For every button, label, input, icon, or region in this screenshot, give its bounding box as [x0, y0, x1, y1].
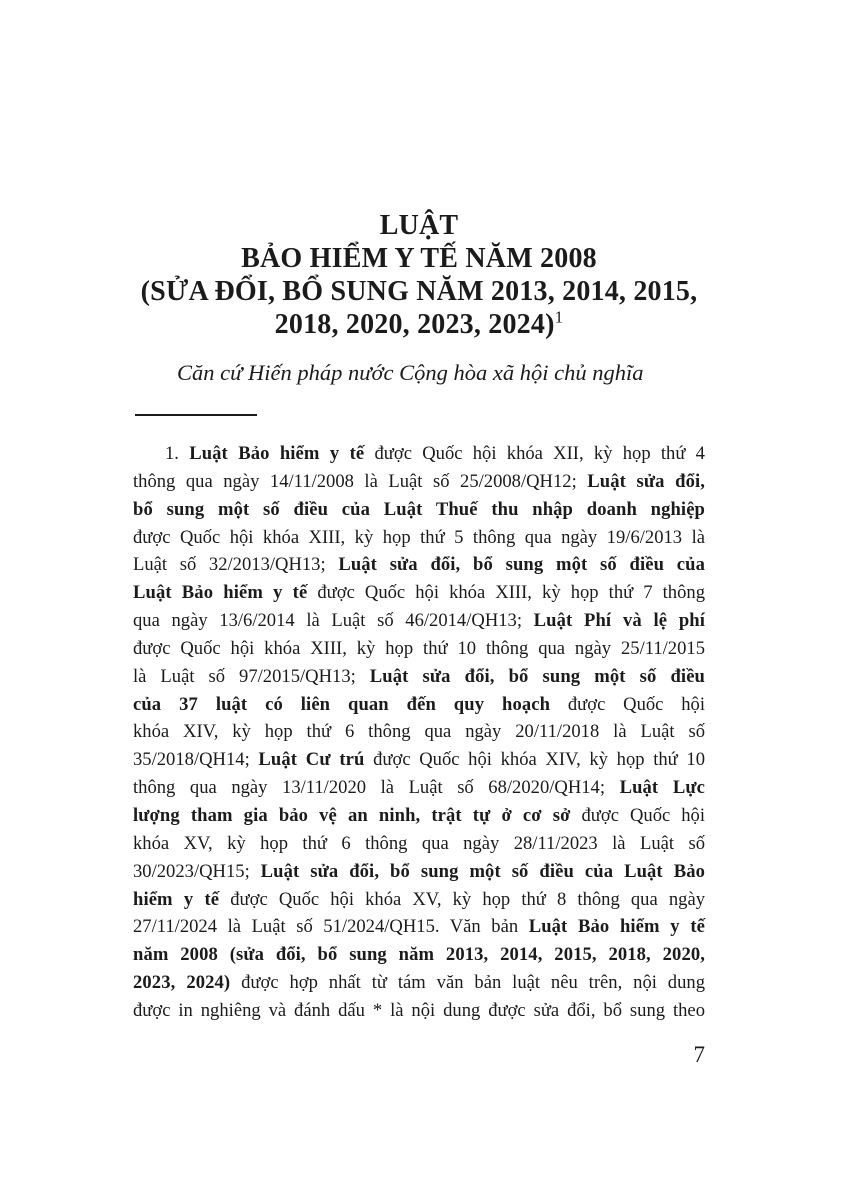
footnote-line: hiểm y tế được Quốc hội khóa XV, kỳ họp thứ 8 thông qua ngày	[133, 888, 705, 910]
footnote-line: Luật số 32/2013/QH13; Luật sửa đổi, bổ sung một số điều của	[133, 554, 705, 576]
preamble-text: Căn cứ Hiến pháp nước Cộng hòa xã hội chủ nghĩa	[177, 360, 644, 385]
footnote-reference: 1	[554, 307, 564, 327]
footnote-line: 1. Luật Bảo hiểm y tế được Quốc hội khóa XII, kỳ họp thứ 4	[165, 443, 705, 464]
footnote-line: 35/2018/QH14; Luật Cư trú được Quốc hội khóa XIV, kỳ họp thứ 10	[133, 749, 706, 771]
footnote-line: lượng tham gia bảo vệ an ninh, trật tự ở cơ sở được Quốc hội	[133, 804, 705, 826]
title-line-3: (SỬA ĐỔI, BỔ SUNG NĂM 2013, 2014, 2015,	[140, 276, 698, 307]
footnote-line: thông qua ngày 13/11/2020 là Luật số 68/2020/QH14; Luật Lực	[133, 777, 705, 799]
title-line-2: BẢO HIỂM Y TẾ NĂM 2008	[241, 243, 597, 274]
footnote-line: khóa XV, kỳ họp thứ 6 thông qua ngày 28/11/2023 là Luật số	[133, 832, 705, 854]
footnote-line: khóa XIV, kỳ họp thứ 6 thông qua ngày 20/11/2018 là Luật số	[133, 721, 705, 743]
footnote-line: được Quốc hội khóa XIII, kỳ họp thứ 5 thông qua ngày 19/6/2013 là	[133, 526, 705, 548]
title-line-1: LUẬT	[379, 210, 459, 241]
title-line-4-text: 2018, 2020, 2023, 2024)	[274, 309, 555, 340]
footnote-line: Luật Bảo hiểm y tế được Quốc hội khóa XIII, kỳ họp thứ 7 thông	[133, 582, 705, 604]
footnote-line: bổ sung một số điều của Luật Thuế thu nhập doanh nghiệp	[133, 498, 705, 520]
footnote-line: được Quốc hội khóa XIII, kỳ họp thứ 10 thông qua ngày 25/11/2015	[133, 637, 705, 659]
footnote-line: 2023, 2024) được hợp nhất từ tám văn bản luật nêu trên, nội dung	[133, 972, 705, 994]
document-title	[133, 209, 705, 341]
footnote-line: 27/11/2024 là Luật số 51/2024/QH15. Văn bản Luật Bảo hiểm y tế	[133, 916, 705, 938]
footnote-line: thông qua ngày 14/11/2008 là Luật số 25/2008/QH12; Luật sửa đổi,	[133, 470, 705, 492]
footnote-line: năm 2008 (sửa đổi, bổ sung năm 2013, 2014, 2015, 2018, 2020,	[133, 944, 705, 966]
footnote-text	[133, 440, 705, 1025]
footnote-line: 30/2023/QH15; Luật sửa đổi, bổ sung một số điều của Luật Bảo	[133, 860, 705, 882]
footnote-separator	[135, 414, 257, 416]
page-number: 7	[693, 1042, 705, 1067]
title-line-4	[133, 308, 705, 341]
footnote-line: qua ngày 13/6/2014 là Luật số 46/2014/QH13; Luật Phí và lệ phí	[133, 610, 705, 632]
footnote-line: được in nghiêng và đánh dấu * là nội dung được sửa đổi, bổ sung theo	[133, 999, 705, 1021]
footnote-line: của 37 luật có liên quan đến quy hoạch được Quốc hội	[133, 693, 705, 715]
footnote-line: là Luật số 97/2015/QH13; Luật sửa đổi, bổ sung một số điều	[133, 665, 705, 687]
